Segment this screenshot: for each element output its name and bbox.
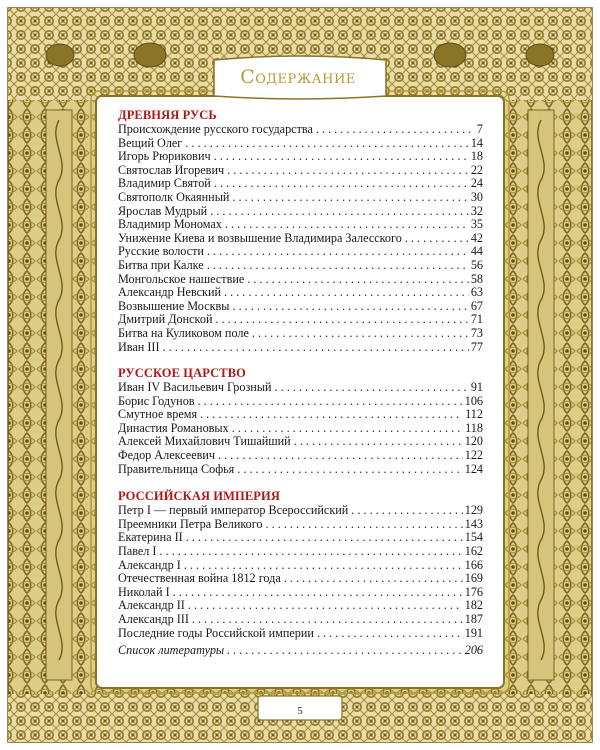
entry-title: Игорь Рюрикович bbox=[118, 149, 211, 164]
toc-entry[interactable] bbox=[118, 531, 483, 545]
toc-entry[interactable] bbox=[118, 286, 483, 300]
entry-page: 24 bbox=[470, 176, 483, 191]
entry-title: Правительница Софья bbox=[118, 461, 235, 476]
entry-page: 18 bbox=[470, 149, 483, 164]
entry-title: Федор Алексеевич bbox=[118, 448, 216, 463]
leader-dots bbox=[210, 205, 469, 219]
entry-title: Монгольское нашествие bbox=[118, 271, 245, 286]
entry-page: 118 bbox=[465, 420, 483, 435]
toc-entry[interactable] bbox=[118, 177, 483, 191]
leader-dots bbox=[207, 245, 469, 259]
entry-title: Династия Романовых bbox=[118, 420, 229, 435]
entry-page: 112 bbox=[465, 407, 483, 422]
entry-title: Дмитрий Донской bbox=[118, 312, 213, 327]
entry-page: 166 bbox=[464, 557, 483, 572]
entry-title: Петр I — первый император Всероссийский bbox=[118, 503, 349, 518]
toc-entry[interactable] bbox=[118, 137, 483, 151]
toc-entry[interactable] bbox=[118, 572, 483, 586]
entry-page: 58 bbox=[470, 271, 483, 286]
entry-title: Битва на Куликовом поле bbox=[118, 325, 249, 340]
entry-title: Алексей Михайлович Тишайший bbox=[118, 434, 291, 449]
leader-dots bbox=[351, 504, 462, 518]
entry-page: 71 bbox=[470, 312, 483, 327]
entry-page: 7 bbox=[476, 122, 483, 136]
toc-entry[interactable] bbox=[118, 273, 483, 287]
entry-page: 122 bbox=[464, 448, 483, 463]
entry-page: 143 bbox=[464, 516, 483, 531]
toc-entry[interactable] bbox=[118, 408, 483, 422]
toc-entry-bibliography[interactable] bbox=[118, 644, 483, 658]
leader-dots bbox=[247, 273, 469, 287]
entry-page: 154 bbox=[464, 530, 483, 545]
leader-dots bbox=[405, 232, 469, 246]
leader-dots bbox=[284, 572, 463, 586]
toc-entry[interactable] bbox=[118, 613, 483, 627]
section-russian-tsardom bbox=[118, 366, 483, 476]
entry-title: Владимир Мономах bbox=[118, 217, 222, 232]
leader-dots bbox=[232, 422, 463, 436]
entry-page: 30 bbox=[470, 189, 483, 204]
leader-dots bbox=[237, 463, 462, 477]
entry-page: 182 bbox=[464, 598, 483, 613]
toc-entry[interactable] bbox=[118, 381, 483, 395]
section-heading: РОССИЙСКАЯ ИМПЕРИЯ bbox=[118, 489, 280, 504]
leader-dots bbox=[188, 599, 463, 613]
entry-page: 44 bbox=[470, 244, 483, 259]
entry-title: Ярослав Мудрый bbox=[118, 203, 208, 218]
leader-dots bbox=[225, 218, 469, 232]
entry-title: Александр III bbox=[118, 612, 189, 626]
entry-page: 67 bbox=[470, 298, 483, 313]
leader-dots bbox=[275, 381, 469, 395]
entry-page: 63 bbox=[470, 285, 483, 300]
entry-page: 73 bbox=[470, 325, 483, 340]
toc-entry[interactable] bbox=[118, 245, 483, 259]
entry-title: Александр Невский bbox=[118, 285, 222, 300]
leader-dots bbox=[200, 408, 463, 422]
leader-dots bbox=[173, 586, 463, 600]
entry-page: 22 bbox=[470, 162, 483, 177]
entry-page: 106 bbox=[464, 393, 483, 408]
toc-entry[interactable] bbox=[118, 191, 483, 205]
leader-dots bbox=[316, 123, 475, 137]
toc-entry[interactable] bbox=[118, 504, 483, 518]
toc-entry[interactable] bbox=[118, 341, 483, 355]
toc-entry[interactable] bbox=[118, 599, 483, 613]
toc-entry[interactable] bbox=[118, 518, 483, 532]
entry-title: Иван IV Васильевич Грозный bbox=[118, 380, 272, 395]
entry-title: Битва при Калке bbox=[118, 257, 204, 272]
entry-title: Иван III bbox=[118, 339, 160, 354]
section-ancient-rus bbox=[118, 108, 483, 354]
toc-entry[interactable] bbox=[118, 205, 483, 219]
entry-page: 91 bbox=[470, 380, 483, 395]
entry-title: Николай I bbox=[118, 584, 170, 599]
entry-page: 14 bbox=[470, 135, 483, 150]
section-heading: ДРЕВНЯЯ РУСЬ bbox=[118, 108, 217, 122]
entry-page: 32 bbox=[470, 203, 483, 218]
toc-entry[interactable] bbox=[118, 313, 483, 327]
table-of-contents bbox=[118, 108, 483, 670]
toc-entry[interactable] bbox=[118, 545, 483, 559]
page-title: Содержание bbox=[240, 66, 356, 88]
toc-entry[interactable] bbox=[118, 232, 483, 246]
entry-title: Павел I bbox=[118, 544, 157, 559]
leader-dots bbox=[198, 395, 463, 409]
leader-dots bbox=[227, 644, 463, 658]
toc-entry[interactable] bbox=[118, 422, 483, 436]
entry-title: Список литературы bbox=[118, 643, 225, 658]
leader-dots bbox=[192, 613, 463, 627]
leader-dots bbox=[317, 627, 463, 641]
leader-dots bbox=[294, 435, 463, 449]
entry-page: 187 bbox=[464, 612, 483, 626]
entry-page: 191 bbox=[464, 625, 483, 640]
entry-page: 120 bbox=[464, 434, 483, 449]
section-heading: РУССКОЕ ЦАРСТВО bbox=[118, 366, 246, 381]
entry-title: Александр II bbox=[118, 598, 185, 613]
toc-entry[interactable] bbox=[118, 327, 483, 341]
entry-title: Владимир Святой bbox=[118, 176, 211, 191]
entry-page: 56 bbox=[470, 257, 483, 272]
leader-dots bbox=[184, 559, 463, 573]
entry-page: 162 bbox=[464, 544, 483, 559]
toc-entry[interactable] bbox=[118, 435, 483, 449]
leader-dots bbox=[224, 286, 469, 300]
toc-entry[interactable] bbox=[118, 218, 483, 232]
toc-entry[interactable] bbox=[118, 395, 483, 409]
entry-title: Происхождение русского государства bbox=[118, 122, 313, 136]
entry-title: Вещий Олег bbox=[118, 135, 183, 150]
entry-title: Унижение Киева и возвышение Владимира Залесского bbox=[118, 230, 402, 245]
entry-page: 176 bbox=[464, 584, 483, 599]
toc-entry[interactable] bbox=[118, 259, 483, 273]
leader-dots bbox=[163, 341, 469, 355]
entry-page: 206 bbox=[464, 643, 483, 658]
toc-entry[interactable] bbox=[118, 627, 483, 641]
leader-dots bbox=[227, 164, 469, 178]
entry-page: 42 bbox=[470, 230, 483, 245]
entry-page: 124 bbox=[464, 461, 483, 476]
toc-entry[interactable] bbox=[118, 164, 483, 178]
leader-dots bbox=[185, 137, 469, 151]
entry-title: Последние годы Российской империи bbox=[118, 625, 314, 640]
leader-dots bbox=[160, 545, 463, 559]
entry-title: Русские волости bbox=[118, 244, 204, 259]
entry-page: 35 bbox=[470, 217, 483, 232]
entry-page: 129 bbox=[464, 503, 483, 518]
leader-dots bbox=[232, 191, 468, 205]
entry-title: Возвышение Москвы bbox=[118, 298, 230, 313]
section-russian-empire bbox=[118, 489, 483, 658]
leader-dots bbox=[186, 531, 463, 545]
leader-dots bbox=[218, 449, 463, 463]
entry-title: Борис Годунов bbox=[118, 393, 195, 408]
toc-entry[interactable] bbox=[118, 150, 483, 164]
entry-title: Святополк Окаянный bbox=[118, 189, 230, 204]
leader-dots bbox=[214, 150, 469, 164]
entry-title: Отечественная война 1812 года bbox=[118, 571, 281, 586]
leader-dots bbox=[214, 177, 469, 191]
toc-entry[interactable] bbox=[118, 300, 483, 314]
entry-title: Смутное время bbox=[118, 407, 198, 422]
leader-dots bbox=[232, 300, 468, 314]
toc-entry[interactable] bbox=[118, 449, 483, 463]
entry-page: 77 bbox=[470, 339, 483, 354]
toc-entry[interactable] bbox=[118, 586, 483, 600]
leader-dots bbox=[252, 327, 469, 341]
leader-dots bbox=[266, 518, 463, 532]
entry-title: Святослав Игоревич bbox=[118, 162, 225, 177]
leader-dots bbox=[215, 313, 468, 327]
leader-dots bbox=[207, 259, 469, 273]
toc-entry[interactable] bbox=[118, 559, 483, 573]
entry-title: Екатерина II bbox=[118, 530, 183, 545]
entry-title: Преемники Петра Великого bbox=[118, 516, 263, 531]
entry-page: 169 bbox=[464, 571, 483, 586]
page-number: 5 bbox=[297, 705, 303, 717]
toc-entry[interactable] bbox=[118, 463, 483, 477]
entry-title: Александр I bbox=[118, 557, 181, 572]
toc-entry[interactable] bbox=[118, 123, 483, 137]
